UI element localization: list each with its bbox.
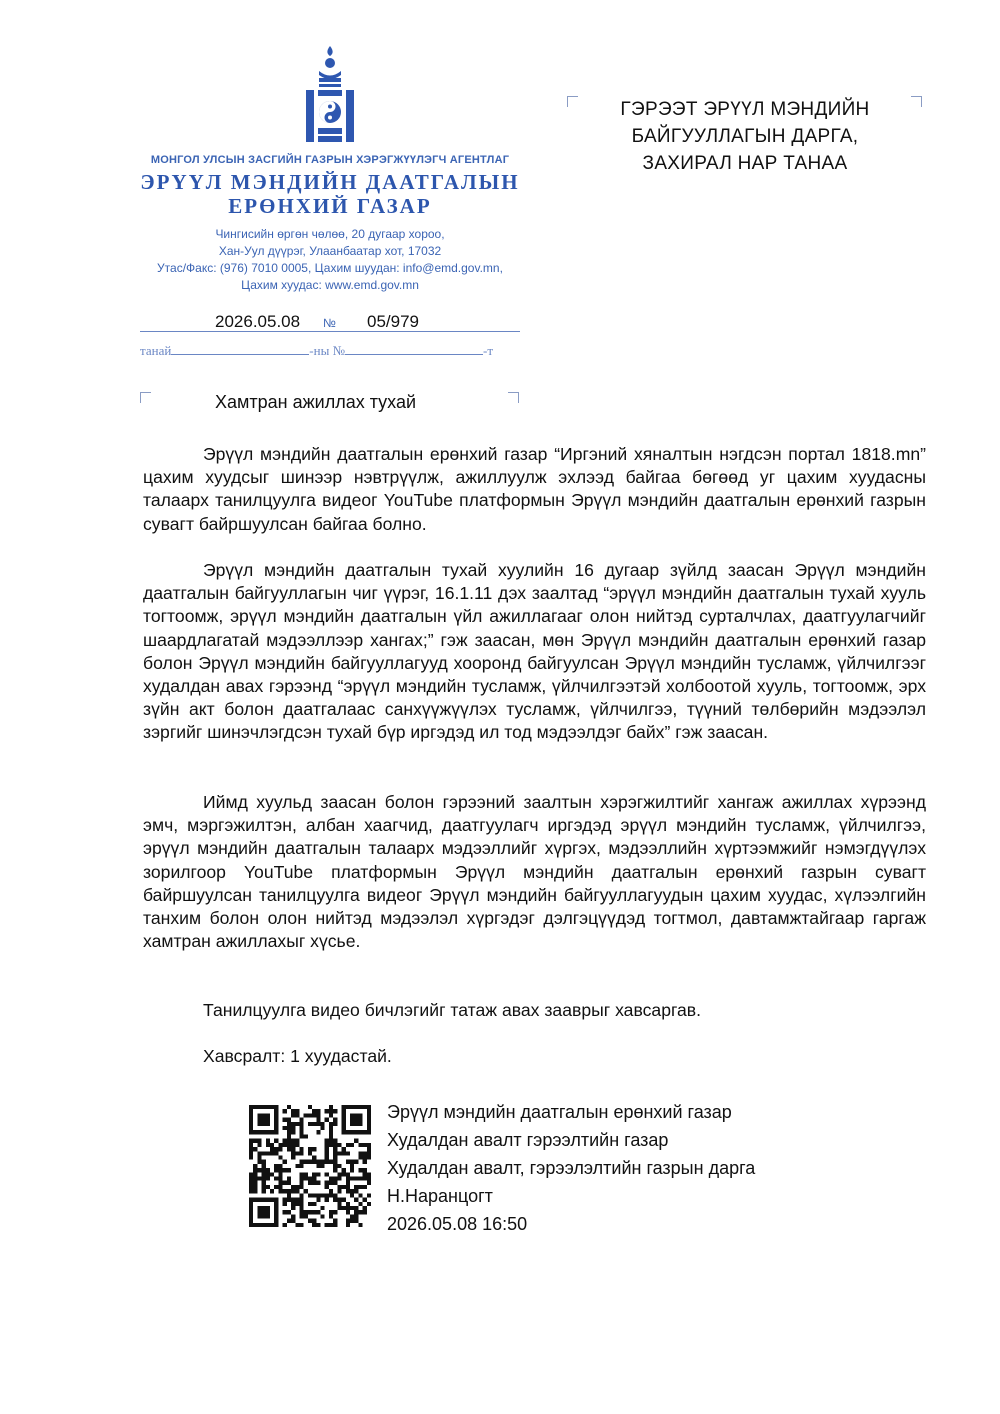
registration-number: 05/979 [367, 312, 419, 331]
number-sign: № [323, 316, 336, 330]
signature-org: Эрүүл мэндийн даатгалын ерөнхий газар [387, 1102, 732, 1122]
qr-code-icon [249, 1105, 371, 1227]
org-name-line2: ЕРӨНХИЙ ГАЗАР [228, 194, 432, 218]
address-line-4: Цахим хуудас: www.emd.gov.mn [241, 278, 419, 292]
subject: Хамтран ажиллах тухай [215, 392, 417, 412]
recipient-corner-left [567, 96, 578, 107]
ref-mid: -ны № [309, 343, 345, 358]
reference-line [140, 343, 520, 359]
address-line-3: Утас/Факс: (976) 7010 0005, Цахим шуудан: info@emd.gov.mn, [157, 261, 503, 275]
recipient-line-1: ГЭРЭЭТ ЭРҮҮЛ МЭНДИЙН [620, 99, 870, 120]
body-paragraph-2: Эрүүл мэндийн даатгалын тухай хуулийн 16 дугаар зүйлд заасан Эрүүл мэндийн даатгалын байгууллагын чиг үүрэг, 16.1.11 дэх заалтад “эрүүл мэндийн даатгалын тухай хууль тогтоомж, эрүүл мэндийн даатгалын үйл ажиллагааг олон нийтэд сурталчлах, даатгуулагчийг шаардлагатай мэдээллээр хангах;” гэж заасан, мөн Эрүүл мэндийн даатгалын ерөнхий газар болон Эрүүл мэндийн байгууллагууд хооронд байгуулсан Эрүүл мэндийн тусламж, үйлчилгээг худалдан авах гэрээнд “эрүүл мэндийн тусламж, үйлчилгээтэй холбоотой хууль, тогтоомж, эрх зүйн акт болон даатгалаас санхүүжүүлэх тусламж, үйлчилгээ, түүний төлбөрийн мэдээлэл зэргийг шинэчлэгдсэн тухай бүр иргэдэд ил тод мэдээлдэг байх” гэж заасан. [143, 560, 926, 743]
signature-name: Н.Наранцогт [387, 1186, 493, 1206]
subject-corner-right [508, 392, 519, 403]
recipient-line-2: БАЙГУУЛЛАГЫН ДАРГА, [631, 126, 859, 147]
ref-date-blank [171, 344, 309, 355]
signature-position: Худалдан авалт, гэрээлэлтийн газрын дарга [387, 1158, 756, 1178]
recipient-corner-right [911, 96, 922, 107]
org-name-line1: ЭРҮҮЛ МЭНДИЙН ДААТГАЛЫН [140, 170, 520, 194]
ref-prefix: танай [140, 343, 172, 358]
soyombo-emblem-icon [298, 44, 362, 154]
ref-suffix: -т [482, 343, 493, 358]
signature-department: Худалдан авалт гэрээлтийн газар [387, 1130, 669, 1150]
body-paragraph-3: Иймд хуульд заасан болон гэрээний заалтын хэрэгжилтийг хангаж ажиллах хүрээнд эмч, мэргэжилтэн, албан хаагчид, даатгуулагч иргэдэд эрүүл мэндийн тусламж, үйлчилгээ, эрүүл мэндийн даатгалын талаарх мэдээллийг хүргэх, мэдээллийн хүртээмжийг нэмэгдүүлэх зорилгоор YouTube платформын Эрүүл мэндийн даатгалын ерөнхий газрын сувагт байршуулсан танилцуулга видеог Эрүүл мэндийн байгууллагуудын цахим хуудас, хүлээлгийн танхим болон олон нийтэд мэдээлэл хүргэдэг дэлгэцүүдэд тогтмол, давтамжтайгаар гаргаж хамтран ажиллахыг хүсье. [143, 792, 926, 952]
ref-number-blank [345, 344, 483, 355]
address-line-2: Хан-Уул дүүрэг, Улаанбаатар хот, 17032 [218, 244, 442, 258]
body-paragraph-1: Эрүүл мэндийн даатгалын ерөнхий газар “Иргэний хяналтын нэгдсэн портал 1818.mn” цахим хуудсыг шинээр нэвтрүүлж, ажиллуулж эхлээд байгаа бөгөөд уг цахим хуудасны талаарх танилцуулга видеог YouTube платформын Эрүүл мэндийн даатгалын ерөнхий газрын сувагт байршуулсан байгаа болно. [143, 444, 926, 534]
signature-timestamp: 2026.05.08 16:50 [387, 1214, 528, 1234]
document-date: 2026.05.08 [215, 312, 301, 331]
subject-corner-left [140, 392, 151, 403]
agency-line: МОНГОЛ УЛСЫН ЗАСГИЙН ГАЗРЫН ХЭРЭГЖҮҮЛЭГЧ АГЕНТЛАГ [150, 154, 510, 166]
recipient-block [590, 96, 900, 177]
address-line-1: Чингисийн өргөн чөлөө, 20 дугаар хороо, [215, 227, 445, 241]
attachment-line: Хавсралт: 1 хуудастай. [203, 1046, 392, 1066]
recipient-line-3: ЗАХИРАЛ НАР ТАНАА [642, 153, 848, 174]
closing-line: Танилцуулга видео бичлэгийг татаж авах зааврыг хавсаргав. [203, 1000, 702, 1020]
